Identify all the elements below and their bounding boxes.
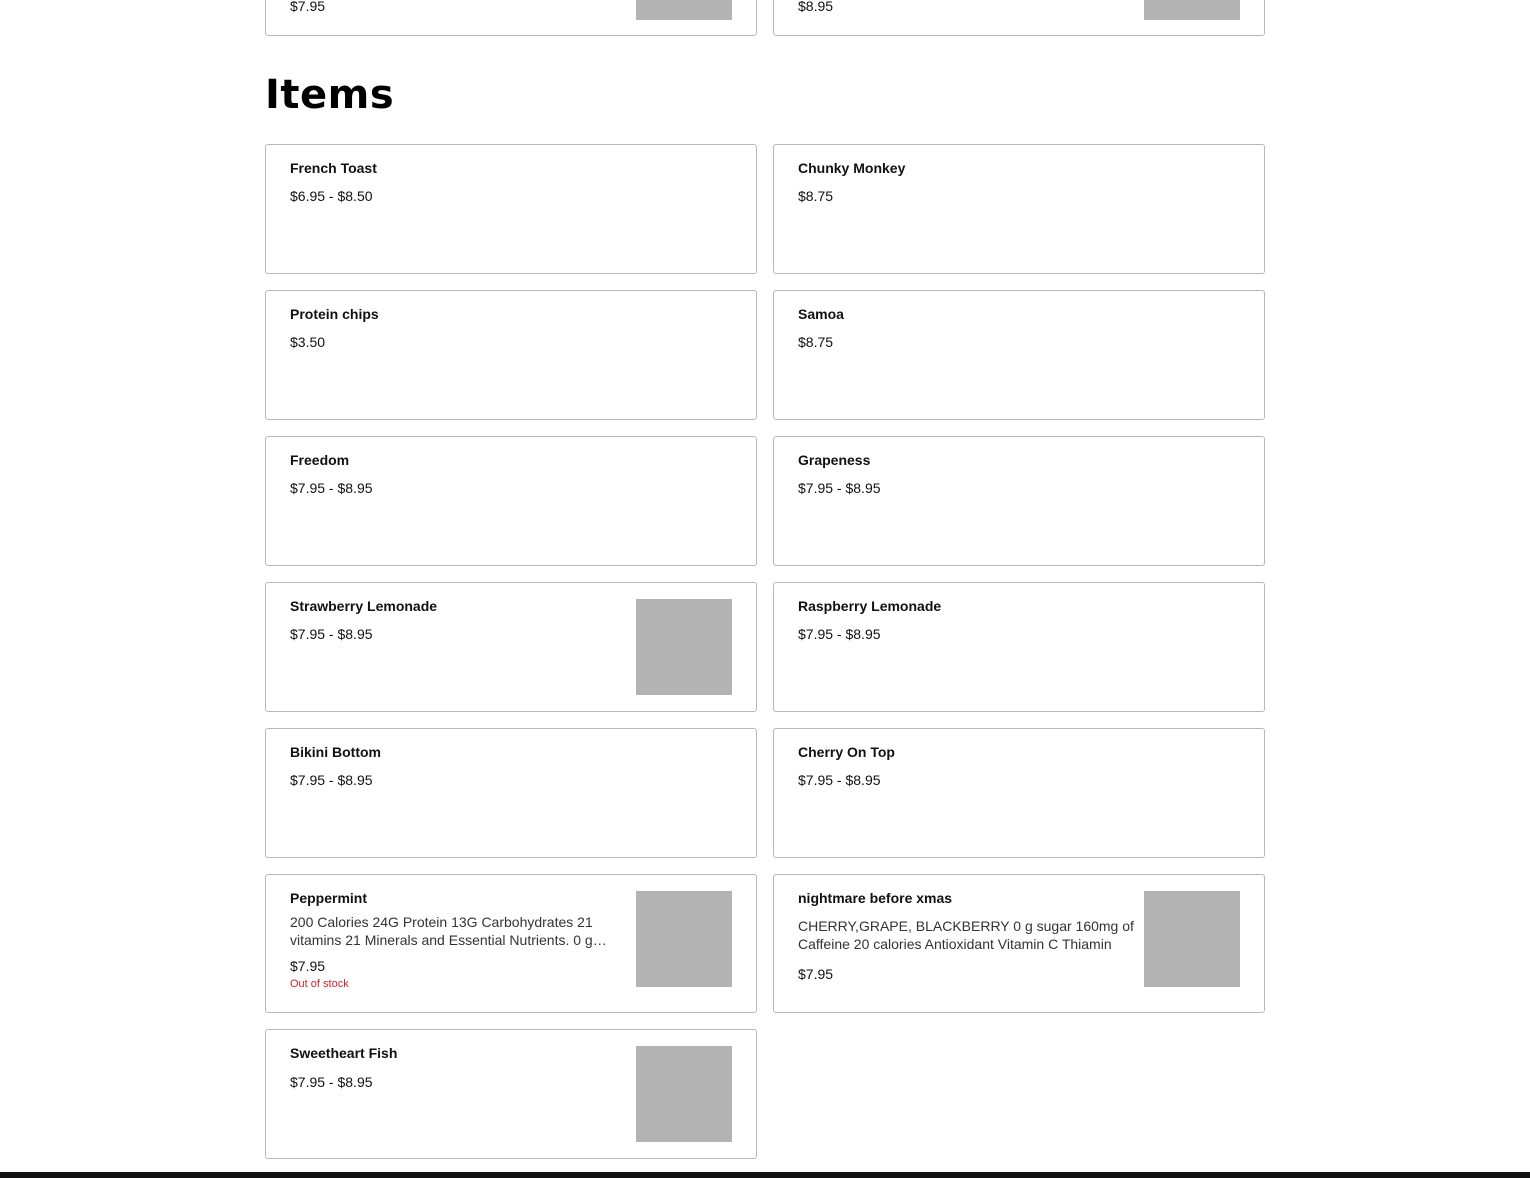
item-price: $7.95 - $8.95 bbox=[798, 772, 881, 788]
item-image-placeholder bbox=[636, 1046, 732, 1142]
menu-item-card[interactable] bbox=[265, 1029, 757, 1159]
menu-item-card[interactable] bbox=[265, 582, 757, 712]
item-price: $7.95 - $8.95 bbox=[798, 626, 881, 642]
item-price: $8.95 bbox=[798, 0, 834, 14]
footer-bar bbox=[0, 1172, 1530, 1178]
item-image-placeholder bbox=[1144, 0, 1240, 20]
item-price: $7.95 - $8.95 bbox=[290, 626, 373, 642]
item-name: Freedom bbox=[290, 452, 350, 468]
menu-item-card[interactable] bbox=[265, 436, 757, 566]
item-price: $6.95 - $8.50 bbox=[290, 188, 373, 204]
item-price: $7.95 bbox=[798, 966, 834, 982]
item-name: Samoa bbox=[798, 306, 844, 322]
item-price: $7.95 - $8.95 bbox=[290, 772, 373, 788]
menu-item-card[interactable] bbox=[265, 0, 757, 36]
item-price: $8.75 bbox=[798, 188, 834, 204]
item-price: $8.75 bbox=[798, 334, 834, 350]
item-price: $7.95 - $8.95 bbox=[290, 1074, 373, 1090]
item-name: French Toast bbox=[290, 160, 377, 176]
item-image-placeholder bbox=[1144, 891, 1240, 987]
item-name: Cherry On Top bbox=[798, 744, 895, 760]
section-title: Items bbox=[265, 72, 395, 118]
menu-item-card[interactable] bbox=[773, 582, 1265, 712]
menu-item-card[interactable] bbox=[773, 436, 1265, 566]
item-name: Raspberry Lemonade bbox=[798, 598, 942, 614]
stock-status: Out of stock bbox=[290, 978, 349, 990]
item-name: Strawberry Lemonade bbox=[290, 598, 438, 614]
item-description: 200 Calories 24G Protein 13G Carbohydrates 21 vitamins 21 Minerals and Essential Nutrients. 0 g bbox=[290, 914, 593, 948]
menu-item-card[interactable] bbox=[773, 0, 1265, 36]
item-price: $7.95 bbox=[290, 0, 326, 14]
item-image-placeholder bbox=[636, 599, 732, 695]
item-price: $3.50 bbox=[290, 334, 326, 350]
item-image-placeholder bbox=[636, 891, 732, 987]
menu-item-card[interactable] bbox=[773, 144, 1265, 274]
item-price: $7.95 - $8.95 bbox=[290, 480, 373, 496]
menu-item-card[interactable] bbox=[265, 874, 757, 1013]
item-name: Chunky Monkey bbox=[798, 160, 906, 176]
item-name: nightmare before xmas bbox=[798, 890, 953, 906]
item-name: Protein chips bbox=[290, 306, 379, 322]
menu-item-card[interactable] bbox=[773, 728, 1265, 858]
menu-item-card[interactable] bbox=[265, 144, 757, 274]
menu-item-card[interactable] bbox=[265, 290, 757, 420]
item-price: $7.95 bbox=[290, 958, 326, 974]
item-name: Grapeness bbox=[798, 452, 871, 468]
item-price: $7.95 - $8.95 bbox=[798, 480, 881, 496]
item-description: CHERRY,GRAPE, BLACKBERRY 0 g sugar 160mg of Caffeine 20 calories Antioxidant Vitamin C Thiamin bbox=[798, 918, 1134, 952]
menu-item-card[interactable] bbox=[265, 728, 757, 858]
item-name: Bikini Bottom bbox=[290, 744, 381, 760]
menu-item-card[interactable] bbox=[773, 290, 1265, 420]
item-image-placeholder bbox=[636, 0, 732, 20]
menu-item-card[interactable] bbox=[773, 874, 1265, 1013]
item-name: Peppermint bbox=[290, 890, 368, 906]
item-name: Sweetheart Fish bbox=[290, 1045, 398, 1061]
